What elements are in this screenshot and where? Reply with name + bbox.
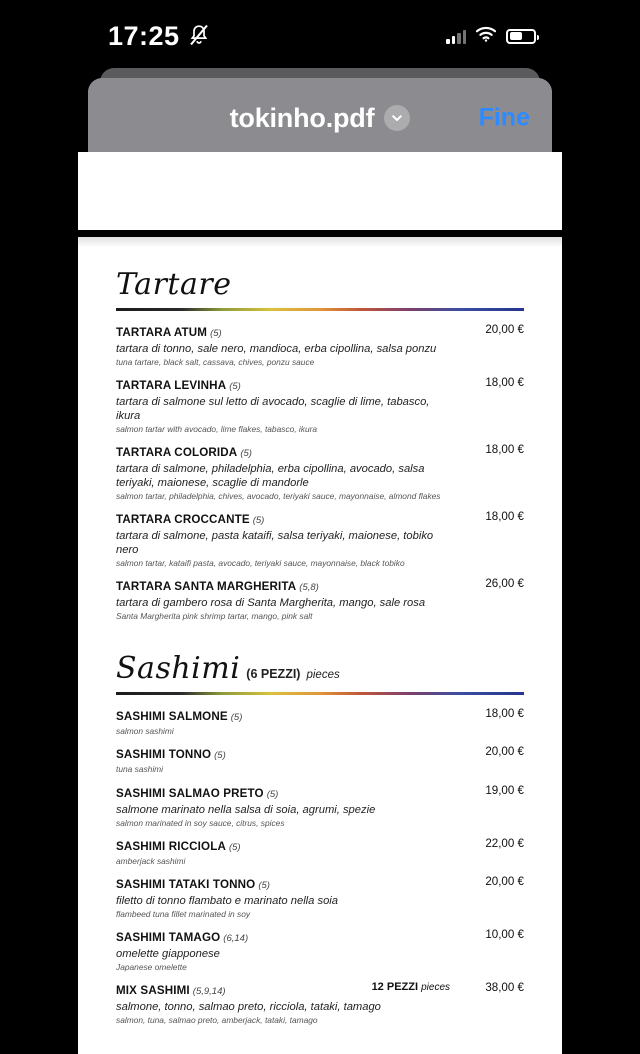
item-piece-count: 12 PEZZI pieces [371, 980, 450, 993]
section-subtitle-en: pieces [306, 669, 340, 682]
item-price: 10,00 € [485, 927, 524, 941]
item-description-en: salmon, tuna, salmao preto, amberjack, tataki, tamago [116, 1014, 318, 1025]
menu-item [116, 745, 524, 774]
bell-slash-icon [188, 23, 210, 49]
menu-item [116, 875, 524, 919]
item-allergens: (5) [252, 515, 265, 527]
status-clock: 17:25 [108, 20, 180, 51]
item-allergens: (5) [258, 879, 270, 891]
status-bar-left [108, 21, 210, 52]
sheet-body [78, 152, 562, 1025]
document-nav-bar [88, 78, 552, 158]
item-description-en: tuna sashimi [116, 764, 164, 775]
menu-item [116, 376, 524, 434]
item-name: TARTARA COLORIDA [116, 446, 238, 460]
toolbar-blank-strip [78, 152, 562, 230]
menu-item [116, 323, 524, 367]
item-allergens: (5) [214, 750, 226, 762]
chevron-down-icon[interactable] [384, 105, 410, 131]
section-divider [116, 692, 524, 695]
item-description-it: salmone, tonno, salmao preto, ricciola, tataki, tamago [116, 1000, 381, 1013]
item-name: SASHIMI SALMAO PRETO [116, 786, 264, 800]
document-title: tokinho.pdf [229, 102, 375, 133]
item-name: SASHIMI RICCIOLA [116, 839, 226, 853]
item-allergens: (5) [228, 841, 241, 853]
item-allergens: (6,14) [223, 932, 249, 944]
item-description-it: tartara di gambero rosa di Santa Margherita, mango, sale rosa [116, 597, 426, 610]
item-allergens: (5) [266, 788, 279, 800]
menu-item [116, 784, 524, 828]
menu-item [116, 981, 524, 1025]
menu-item [116, 443, 524, 501]
item-description-en: salmon sashimi [116, 726, 174, 737]
item-name: TARTARA LEVINHA [116, 379, 227, 393]
document-title-button[interactable] [230, 103, 411, 134]
item-allergens: (5,9,14) [192, 985, 226, 997]
page-top-shadow [78, 237, 562, 247]
item-name: MIX SASHIMI [116, 983, 190, 997]
item-allergens: (5,8) [299, 582, 319, 594]
item-allergens: (5) [240, 448, 252, 460]
pdf-page [78, 237, 562, 1054]
section-subtitle: (6 PEZZI) [246, 667, 301, 682]
menu-item [116, 510, 524, 568]
item-name: TARTARA ATUM [116, 326, 208, 339]
item-description-it: tartara di salmone, pasta kataifi, salsa teriyaki, maionese, tobiko nero [116, 530, 434, 557]
item-description-it: omelette giapponese [116, 947, 220, 960]
item-allergens: (5) [230, 712, 243, 724]
phone-viewport [78, 0, 562, 1025]
item-description-en: tuna tartare, black salt, cassava, chives, ponzu sauce [116, 357, 315, 367]
status-bar [78, 0, 562, 72]
item-description-it: tartara di tonno, sale nero, mandioca, erba cipollina, salsa ponzu [116, 343, 437, 355]
section-title: Tartare [116, 267, 232, 302]
item-description-en: salmon marinated in soy sauce, citrus, spices [116, 817, 285, 828]
item-price: 19,00 € [485, 783, 524, 797]
item-description-en: salmon tartar with avocado, lime flakes, tabasco, ikura [116, 424, 318, 435]
item-price: 26,00 € [485, 577, 524, 591]
item-description-en: salmon tartar, philadelphia, chives, avocado, teriyaki sauce, mayonnaise, almond flakes [116, 491, 441, 502]
section-title: Sashimi [116, 651, 241, 687]
item-description-en: Santa Margherita pink shrimp tartar, mango, pink salt [116, 611, 313, 622]
item-price: 18,00 € [485, 707, 524, 721]
section-tartare [116, 267, 524, 302]
menu-item [116, 577, 524, 621]
item-name: SASHIMI TAMAGO [116, 930, 221, 944]
menu-item [116, 707, 524, 736]
pdf-scroll-area[interactable] [78, 237, 562, 1025]
item-description-en: salmon tartar, kataifi pasta, avocado, teriyaki sauce, mayonnaise, black tobiko [116, 558, 405, 569]
item-price: 20,00 € [485, 323, 524, 336]
item-allergens: (5) [229, 381, 241, 393]
item-description-en: flambeed tuna fillet marinated in soy [116, 908, 251, 919]
menu-item [116, 837, 524, 866]
menu-item [116, 928, 524, 972]
item-name: TARTARA CROCCANTE [116, 513, 250, 527]
item-price: 18,00 € [485, 443, 524, 457]
item-name: SASHIMI TATAKI TONNO [116, 877, 256, 891]
section-divider [116, 308, 524, 311]
item-description-en: Japanese omelette [116, 961, 187, 972]
item-description-it: filetto di tonno flambato e marinato nella soia [116, 894, 339, 907]
item-description-it: tartara di salmone, philadelphia, erba cipollina, avocado, salsa teriyaki, maionese, scaglie di mandorle [116, 463, 425, 490]
item-price: 18,00 € [485, 376, 524, 390]
item-price: 18,00 € [485, 510, 524, 524]
item-price: 38,00 € [485, 980, 524, 994]
status-bar-right [446, 26, 536, 47]
cellular-signal-icon [446, 28, 466, 44]
item-description-it: tartara di salmone sul letto di avocado, scaglie di lime, tabasco, ikura [116, 396, 430, 423]
item-price: 20,00 € [485, 745, 524, 759]
battery-icon [506, 29, 536, 44]
item-price: 22,00 € [485, 836, 524, 850]
item-description-en: amberjack sashimi [116, 855, 186, 866]
item-name: TARTARA SANTA MARGHERITA [116, 580, 297, 594]
item-name: SASHIMI TONNO [116, 748, 212, 762]
wifi-icon [475, 26, 497, 47]
item-description-it: salmone marinato nella salsa di soia, agrumi, spezie [116, 803, 376, 816]
section-sashimi [116, 651, 524, 686]
item-allergens: (5) [210, 328, 222, 339]
done-button[interactable]: Fine [478, 103, 530, 132]
item-price: 20,00 € [485, 874, 524, 888]
item-name: SASHIMI SALMONE [116, 710, 228, 724]
